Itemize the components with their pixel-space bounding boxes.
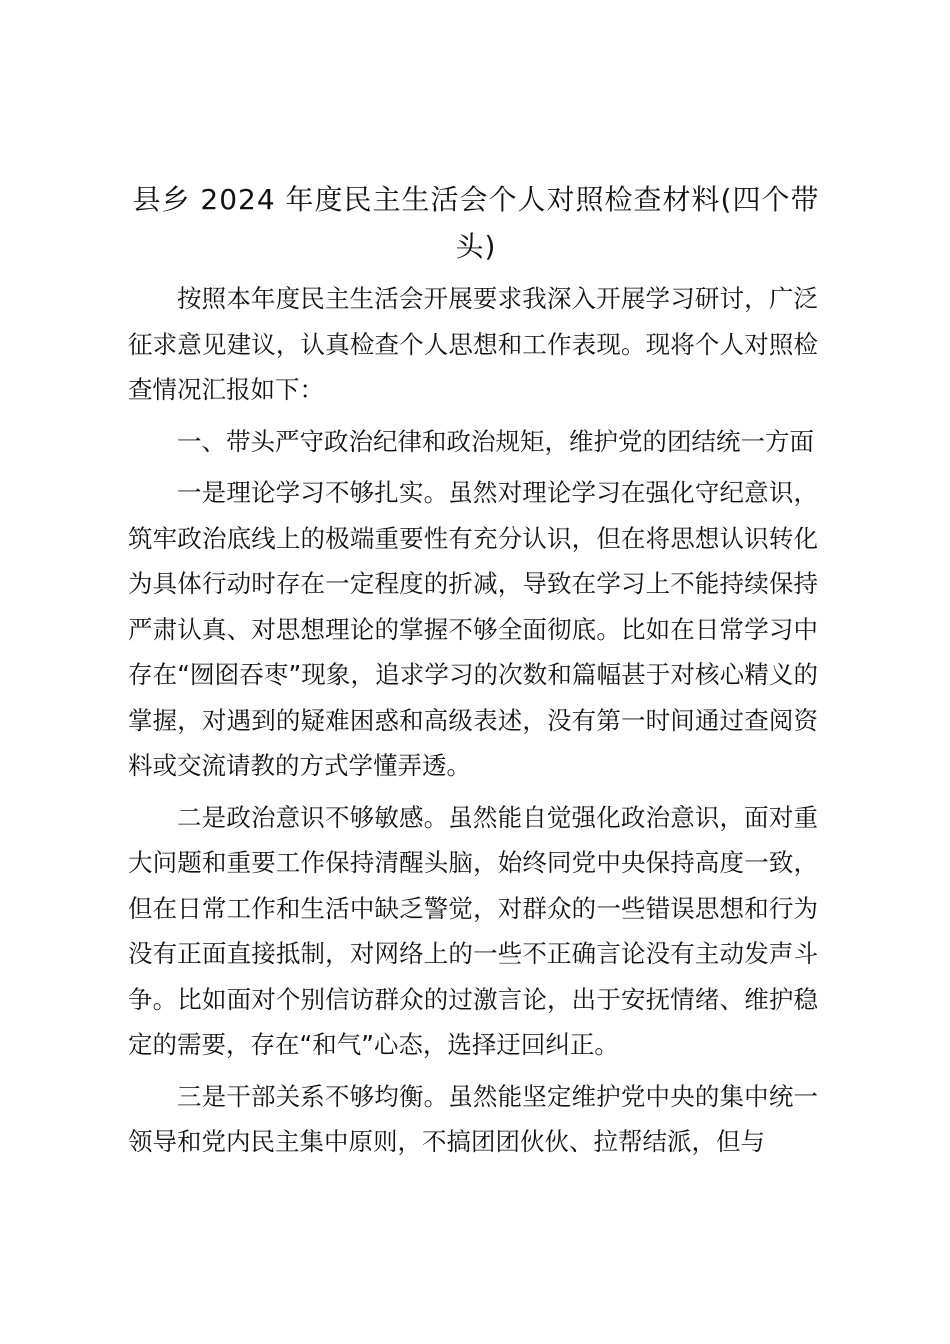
paragraph-intro: 按照本年度民主生活会开展要求我深入开展学习研讨，广泛征求意见建议，认真检查个人思想和工作表现。现将个人对照检查情况汇报如下：	[128, 284, 818, 404]
paragraph-point-1: 一是理论学习不够扎实。虽然对理论学习在强化守纪意识，筑牢政治底线上的极端重要性有充分认识，但在将思想认识转化为具体行动时存在一定程度的折减，导致在学习上不能持续保持严肃认真、对思想理论的掌握不够全面彻底。比如在日常学习中存在“囫囵吞枣”现象，追求学习的次数和篇幅甚于对核心精义的掌握，对遇到的疑难困惑和高级表述，没有第一时间通过查阅资料或交流请教的方式学懂弄透。	[128, 478, 818, 780]
paragraph-point-2: 二是政治意识不够敏感。虽然能自觉强化政治意识，面对重大问题和重要工作保持清醒头脑，始终同党中央保持高度一致，但在日常工作和生活中缺乏警觉，对群众的一些错误思想和行为没有正面直接抵制，对网络上的一些不正确言论没有主动发声斗争。比如面对个别信访群众的过激言论，出于安抚情绪、维护稳定的需要，存在“和气”心态，选择迂回纠正。	[128, 802, 818, 1059]
paragraph-point-3: 三是干部关系不够均衡。虽然能坚定维护党中央的集中统一领导和党内民主集中原则，不搞团团伙伙、拉帮结派，但与	[128, 1081, 818, 1156]
document-title: 县乡 2024 年度民主生活会个人对照检查材料(四个带头)	[132, 183, 820, 263]
section-heading: 一、带头严守政治纪律和政治规矩，维护党的团结统一方面	[177, 426, 814, 456]
document-body	[128, 276, 818, 1165]
